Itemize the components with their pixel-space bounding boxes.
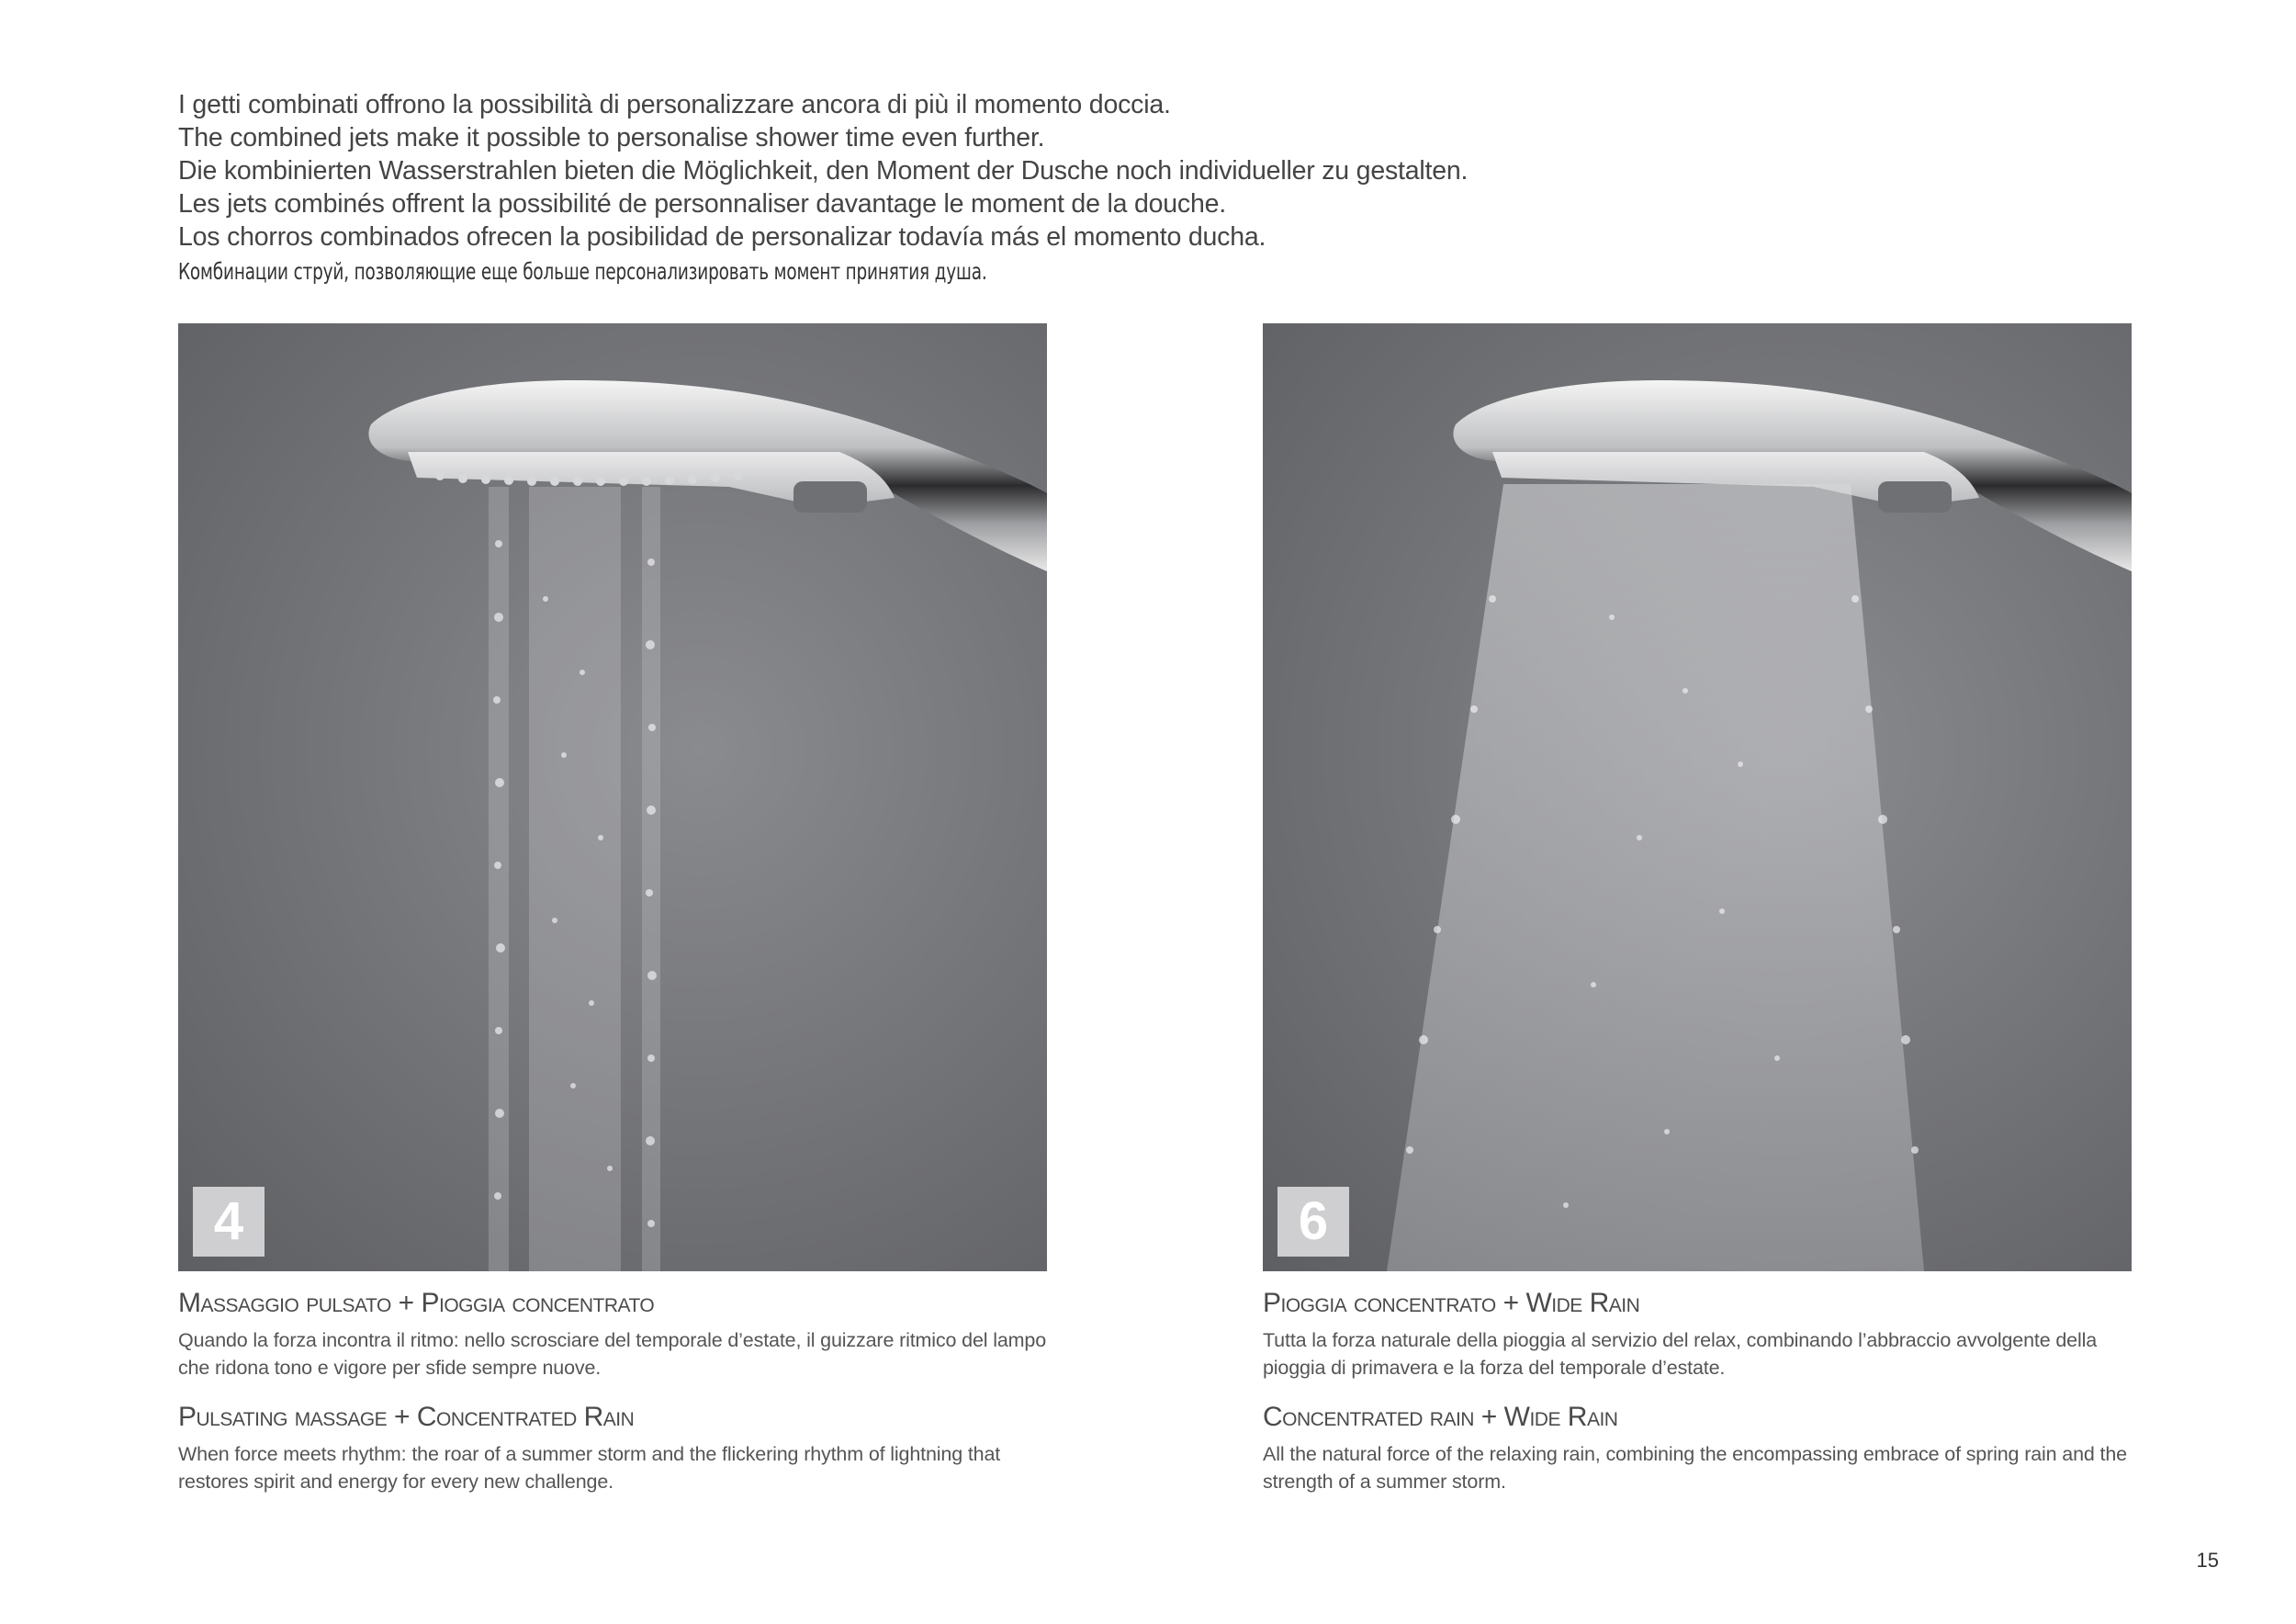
jet-number-badge: 6: [1277, 1187, 1349, 1257]
intro-line-de: Die kombinierten Wasserstrahlen bieten die Möglichkeit, den Moment der Dusche noch individueller zu gestalten.: [178, 156, 1469, 186]
intro-line-es: Los chorros combinados ofrecen la posibilidad de personalizar todavía más el momento ducha.: [178, 222, 1266, 252]
panel-text-left: [178, 1280, 1047, 1508]
jet-number-badge: 4: [193, 1187, 264, 1257]
intro-line-it: I getti combinati offrono la possibilità di personalizzare ancora di più il momento doccia.: [178, 90, 1171, 119]
intro-line-en: The combined jets make it possible to personalise shower time even further.: [178, 123, 1045, 152]
heading-italian: Pioggia concentrato + Wide Rain: [1263, 1288, 1640, 1318]
intro-line-fr: Les jets combinés offrent la possibilité de personnaliser davantage le moment de la douche.: [178, 189, 1226, 219]
shower-head-illustration-left: [178, 323, 1047, 1271]
heading-italian: Massaggio pulsato + Pioggia concentrato: [178, 1288, 655, 1318]
heading-english: Concentrated rain + Wide Rain: [1263, 1402, 1618, 1432]
intro-line-ru: Комбинации струй, позволяющие еще больше персонализировать момент принятия душа.: [178, 258, 987, 285]
shower-head-illustration-right: [1263, 323, 2132, 1271]
body-english: When force meets rhythm: the roar of a summer storm and the flickering rhythm of lightning that restores spirit and energy for every new challenge.: [178, 1443, 1001, 1493]
heading-english: Pulsating massage + Concentrated Rain: [178, 1402, 635, 1432]
page-number: 15: [2196, 1549, 2219, 1572]
body-english: All the natural force of the relaxing rain, combining the encompassing embrace of spring rain and the strength of a summer storm.: [1263, 1443, 2127, 1493]
body-italian: Quando la forza incontra il ritmo: nello scrosciare del temporale d’estate, il guizzare ritmico del lampo che ridona tono e vigore per sfide sempre nuove.: [178, 1329, 1047, 1379]
body-italian: Tutta la forza naturale della pioggia al servizio del relax, combinando l’abbraccio avvolgente della pioggia di primavera e la forza del temporale d’estate.: [1263, 1329, 2098, 1379]
shower-photo-left: [178, 323, 1047, 1271]
panel-text-right: [1263, 1280, 2132, 1508]
intro-text: [178, 88, 1739, 288]
shower-photo-right: [1263, 323, 2132, 1271]
